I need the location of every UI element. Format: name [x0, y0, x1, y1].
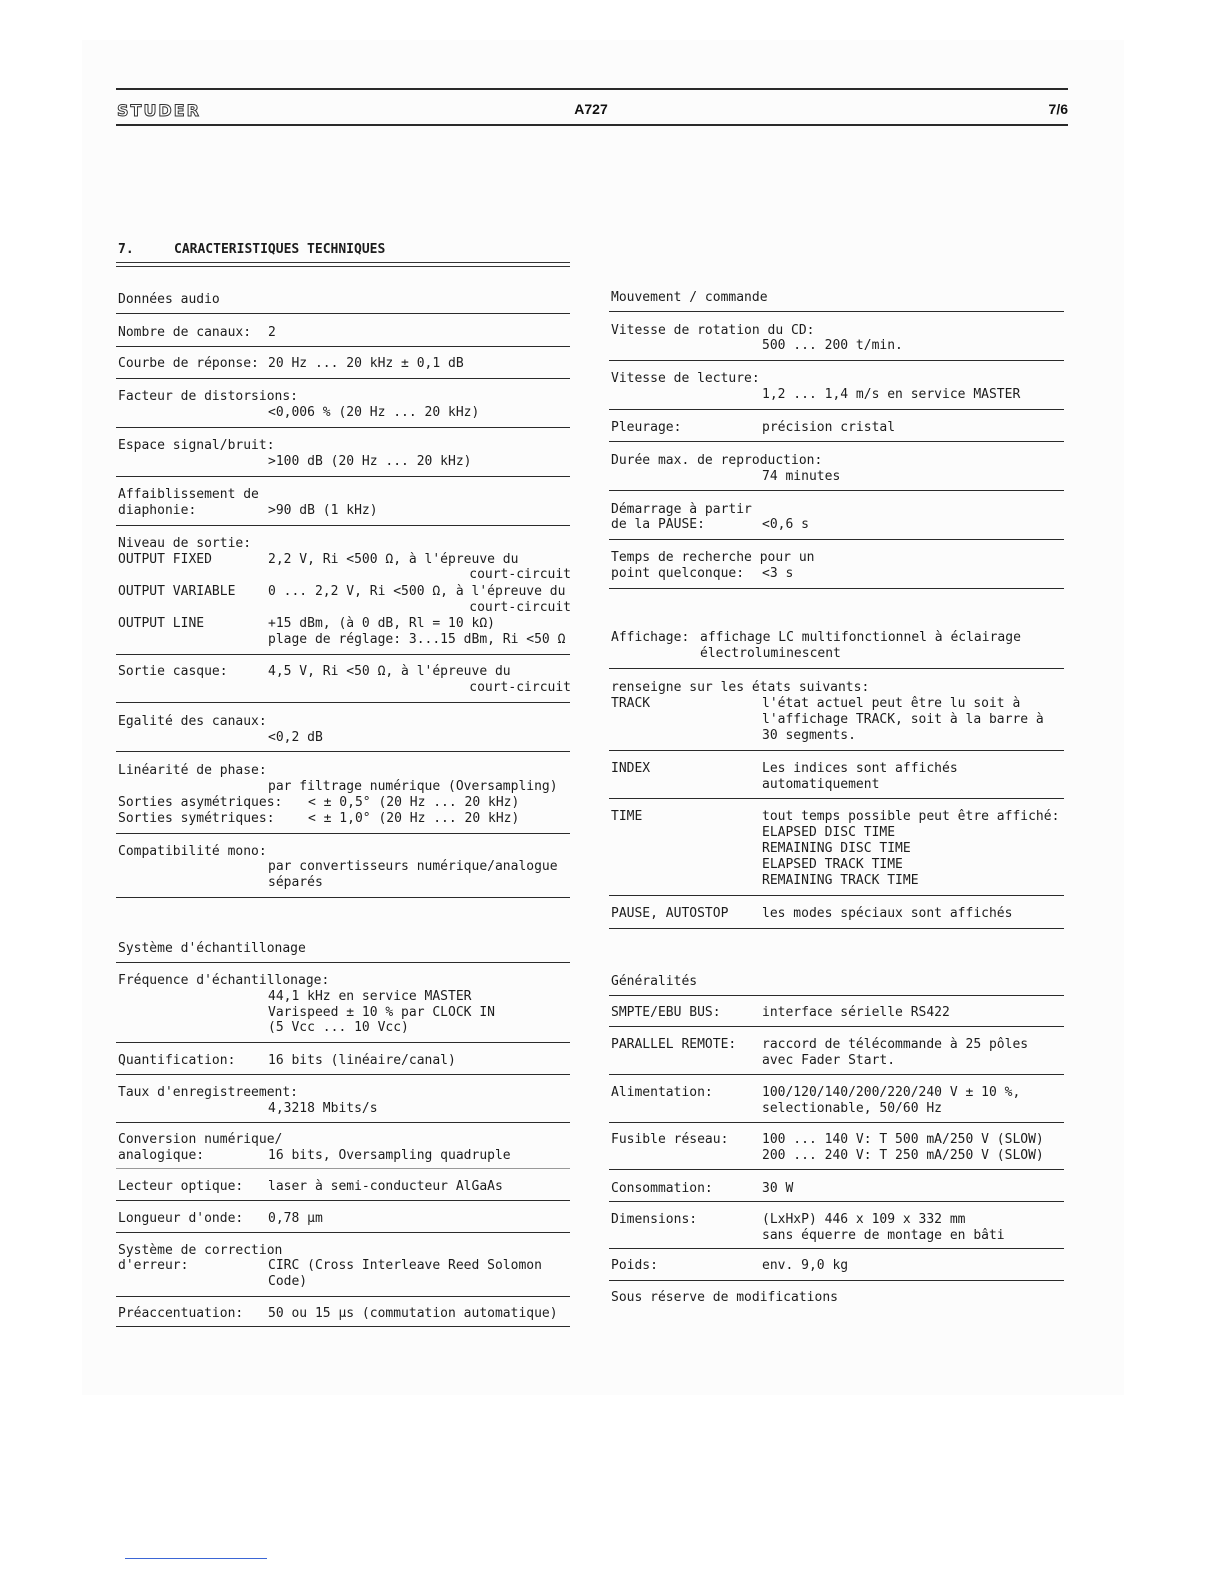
- index-value: automatiquement: [762, 777, 880, 792]
- rule: [116, 313, 570, 314]
- par-label: PARALLEL REMOTE:: [611, 1037, 737, 1052]
- line-label: OUTPUT LINE: [118, 616, 205, 631]
- studer-logo: STUDER: [117, 101, 201, 120]
- taux-label: Taux d'enregistreement:: [118, 1085, 299, 1100]
- rule: [609, 360, 1064, 361]
- sym-label: Sorties symétriques:: [118, 811, 275, 826]
- rule: [609, 311, 1064, 312]
- track-value: 30 segments.: [762, 728, 856, 743]
- pause-value: les modes spéciaux sont affichés: [762, 906, 1013, 921]
- line-value: plage de réglage: 3...15 dBm, Ri <50 Ω: [268, 632, 566, 647]
- rot-label: Vitesse de rotation du CD:: [611, 323, 815, 338]
- rule: [609, 750, 1064, 751]
- rule: [609, 668, 1064, 669]
- rule: [116, 1122, 570, 1123]
- alim-value: selectionable, 50/60 Hz: [762, 1101, 943, 1116]
- rens-label: renseigne sur les états suivants:: [611, 680, 870, 695]
- preacc-value: 50 ou 15 µs (commutation automatique): [268, 1306, 558, 1321]
- time-value: tout temps possible peut être affiché:: [762, 809, 1060, 824]
- time-value: REMAINING TRACK TIME: [762, 873, 919, 888]
- footer-rule: [125, 1558, 267, 1559]
- section-rule: [116, 266, 570, 267]
- track-label: TRACK: [611, 696, 651, 711]
- track-value: l'affichage TRACK, soit à la barre à: [762, 712, 1044, 727]
- rule: [609, 1280, 1064, 1281]
- sym-value: < ± 1,0° (20 Hz ... 20 kHz): [308, 811, 520, 826]
- track-value: l'état actuel peut être lu soit à: [762, 696, 1021, 711]
- time-label: TIME: [611, 809, 643, 824]
- echant-heading: Système d'échantillonage: [118, 941, 306, 956]
- rule: [116, 1200, 570, 1201]
- fus-value: 100 ... 140 V: T 500 mA/250 V (SLOW): [762, 1132, 1044, 1147]
- taux-value: 4,3218 Mbits/s: [268, 1101, 378, 1116]
- mouv-heading: Mouvement / commande: [611, 290, 768, 305]
- rule: [116, 1326, 570, 1327]
- rule: [116, 1296, 570, 1297]
- duree-value: 74 minutes: [762, 469, 841, 484]
- rule: [609, 1169, 1064, 1170]
- rule: [116, 833, 570, 834]
- dim-value: (LxHxP) 446 x 109 x 332 mm: [762, 1212, 966, 1227]
- par-value: raccord de télécommande à 25 pôles: [762, 1037, 1029, 1052]
- lecteur-label: Lecteur optique:: [118, 1179, 244, 1194]
- freq-value: (5 Vcc ... 10 Vcc): [268, 1020, 409, 1035]
- conv-value: 16 bits, Oversampling quadruple: [268, 1148, 511, 1163]
- rule: [609, 1074, 1064, 1075]
- quant-value: 16 bits (linéaire/canal): [268, 1053, 456, 1068]
- time-value: REMAINING DISC TIME: [762, 841, 911, 856]
- rule: [116, 378, 570, 379]
- pleur-label: Pleurage:: [611, 420, 682, 435]
- time-value: ELAPSED TRACK TIME: [762, 857, 903, 872]
- casque-label: Sortie casque:: [118, 664, 228, 679]
- casque-value: court-circuit: [469, 680, 571, 695]
- page-number: 7/6: [1048, 101, 1068, 117]
- rule: [609, 1201, 1064, 1202]
- conso-value: 30 W: [762, 1181, 794, 1196]
- variable-value: court-circuit: [469, 600, 571, 615]
- lecteur-value: laser à semi-conducteur AlGaAs: [268, 1179, 503, 1194]
- rule: [116, 1074, 570, 1075]
- affaib-label: Affaiblissement de: [118, 487, 259, 502]
- rule: [116, 962, 570, 963]
- egalite-label: Egalité des canaux:: [118, 714, 267, 729]
- rule: [609, 928, 1064, 929]
- fus-label: Fusible réseau:: [611, 1132, 729, 1147]
- rule: [609, 995, 1064, 996]
- rule: [116, 427, 570, 428]
- rule: [609, 1248, 1064, 1249]
- rech-label: point quelconque:: [611, 566, 745, 581]
- conv-label: analogique:: [118, 1148, 205, 1163]
- mono-value: séparés: [268, 875, 323, 890]
- distorsion-label: Facteur de distorsions:: [118, 389, 299, 404]
- dim-value: sans équerre de montage en bâti: [762, 1228, 1005, 1243]
- courbe-label: Courbe de réponse:: [118, 356, 259, 371]
- mono-value: par convertisseurs numérique/analogue: [268, 859, 558, 874]
- index-label: INDEX: [611, 761, 651, 776]
- fus-value: 200 ... 240 V: T 250 mA/250 V (SLOW): [762, 1148, 1044, 1163]
- lect-label: Vitesse de lecture:: [611, 371, 760, 386]
- onde-value: 0,78 µm: [268, 1211, 323, 1226]
- section-rule: [116, 262, 570, 263]
- onde-label: Longueur d'onde:: [118, 1211, 244, 1226]
- line-value: +15 dBm, (à 0 dB, Rl = 10 kΩ): [268, 616, 495, 631]
- rule: [609, 895, 1064, 896]
- section-title: [118, 242, 385, 257]
- par-value: avec Fader Start.: [762, 1053, 896, 1068]
- rule: [609, 441, 1064, 442]
- corr-label: Système de correction: [118, 1243, 283, 1258]
- signal-value: >100 dB (20 Hz ... 20 kHz): [268, 454, 472, 469]
- signal-label: Espace signal/bruit:: [118, 438, 275, 453]
- header-bottom-rule: [116, 124, 1068, 126]
- egalite-value: <0,2 dB: [268, 730, 323, 745]
- duree-label: Durée max. de reproduction:: [611, 453, 823, 468]
- smpte-label: SMPTE/EBU BUS:: [611, 1005, 721, 1020]
- nb-canaux-value: 2: [268, 325, 276, 340]
- phase-label: Linéarité de phase:: [118, 763, 267, 778]
- section-title-text: CARACTERISTIQUES TECHNIQUES: [174, 242, 386, 257]
- aff-label: Affichage:: [611, 630, 690, 645]
- dem-label: Démarrage à partir: [611, 502, 752, 517]
- aff-value: électroluminescent: [700, 646, 841, 661]
- rule: [116, 476, 570, 477]
- asym-value: < ± 0,5° (20 Hz ... 20 kHz): [308, 795, 520, 810]
- variable-value: 0 ... 2,2 V, Ri <500 Ω, à l'épreuve du: [268, 584, 566, 599]
- affaib-value: >90 dB (1 kHz): [268, 503, 378, 518]
- rule: [609, 1122, 1064, 1123]
- poids-label: Poids:: [611, 1258, 658, 1273]
- audio-heading: Données audio: [118, 292, 220, 307]
- rule: [116, 1168, 570, 1169]
- mono-label: Compatibilité mono:: [118, 844, 267, 859]
- nb-canaux-label: Nombre de canaux:: [118, 325, 252, 340]
- freq-value: Varispeed ± 10 % par CLOCK IN: [268, 1005, 495, 1020]
- alim-value: 100/120/140/200/220/240 V ± 10 %,: [762, 1085, 1021, 1100]
- conso-label: Consommation:: [611, 1181, 713, 1196]
- index-value: Les indices sont affichés: [762, 761, 958, 776]
- variable-label: OUTPUT VARIABLE: [118, 584, 236, 599]
- smpte-value: interface sérielle RS422: [762, 1005, 950, 1020]
- lect-value: 1,2 ... 1,4 m/s en service MASTER: [762, 387, 1021, 402]
- rule: [609, 588, 1064, 589]
- corr-value: Code): [268, 1274, 308, 1289]
- rot-value: 500 ... 200 t/min.: [762, 338, 903, 353]
- gen-heading: Généralités: [611, 974, 698, 989]
- casque-value: 4,5 V, Ri <50 Ω, à l'épreuve du: [268, 664, 511, 679]
- rule: [116, 1042, 570, 1043]
- section-number: 7.: [118, 242, 134, 257]
- phase-value: par filtrage numérique (Oversampling): [268, 779, 558, 794]
- rule: [116, 751, 570, 752]
- rule: [116, 525, 570, 526]
- niveau-label: Niveau de sortie:: [118, 536, 252, 551]
- preacc-label: Préaccentuation:: [118, 1306, 244, 1321]
- rule: [116, 654, 570, 655]
- rule: [609, 1026, 1064, 1027]
- corr-label: d'erreur:: [118, 1258, 189, 1273]
- rech-label: Temps de recherche pour un: [611, 550, 815, 565]
- pleur-value: précision cristal: [762, 420, 896, 435]
- rule: [609, 539, 1064, 540]
- freq-label: Fréquence d'échantillonage:: [118, 973, 330, 988]
- rule: [609, 490, 1064, 491]
- asym-label: Sorties asymétriques:: [118, 795, 283, 810]
- header-top-rule: [116, 88, 1068, 90]
- rule: [609, 409, 1064, 410]
- rech-value: <3 s: [762, 566, 794, 581]
- rule: [609, 798, 1064, 799]
- conv-label: Conversion numérique/: [118, 1132, 283, 1147]
- corr-value: CIRC (Cross Interleave Reed Solomon: [268, 1258, 542, 1273]
- rule: [116, 897, 570, 898]
- aff-value: affichage LC multifonctionnel à éclairage: [700, 630, 1021, 645]
- reserve-note: Sous réserve de modifications: [611, 1290, 838, 1305]
- quant-label: Quantification:: [118, 1053, 236, 1068]
- time-value: ELAPSED DISC TIME: [762, 825, 896, 840]
- rule: [116, 702, 570, 703]
- fixed-value: court-circuit: [469, 567, 571, 582]
- pause-label: PAUSE, AUTOSTOP: [611, 906, 729, 921]
- distorsion-value: <0,006 % (20 Hz ... 20 kHz): [268, 405, 480, 420]
- alim-label: Alimentation:: [611, 1085, 713, 1100]
- poids-value: env. 9,0 kg: [762, 1258, 849, 1273]
- rule: [116, 1232, 570, 1233]
- fixed-value: 2,2 V, Ri <500 Ω, à l'épreuve du: [268, 552, 519, 567]
- dem-label: de la PAUSE:: [611, 517, 705, 532]
- dim-label: Dimensions:: [611, 1212, 698, 1227]
- model-number: A727: [574, 101, 608, 117]
- courbe-value: 20 Hz ... 20 kHz ± 0,1 dB: [268, 356, 464, 371]
- affaib-label: diaphonie:: [118, 503, 197, 518]
- fixed-label: OUTPUT FIXED: [118, 552, 212, 567]
- dem-value: <0,6 s: [762, 517, 809, 532]
- freq-value: 44,1 kHz en service MASTER: [268, 989, 472, 1004]
- rule: [116, 346, 570, 347]
